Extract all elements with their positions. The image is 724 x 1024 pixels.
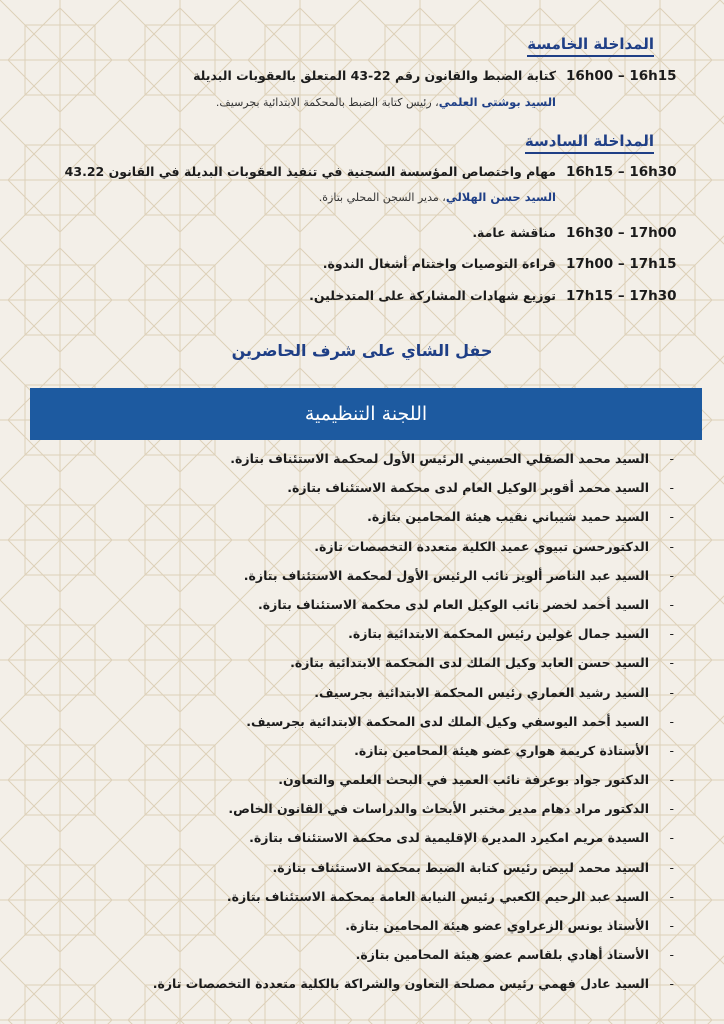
tea-party-note: حفل الشاي على شرف الحاضرين <box>231 341 493 360</box>
member-text: السيد محمد لبيض رئيس كتابة الضبط بمحكمة الاستئناف بتازة. <box>272 859 649 875</box>
bullet-dash: - <box>669 451 674 466</box>
committee-banner <box>30 388 702 440</box>
bullet-dash: - <box>669 626 674 642</box>
talk-6-title: مهام واختصاص المؤسسة السجنية في تنفيذ العقوبات البديلة في القانون 43.22 <box>64 164 556 179</box>
bullet-dash: - <box>669 742 674 758</box>
bullet-dash: - <box>669 830 674 846</box>
member-text: السيد محمد أقوبر الوكيل العام لدى محكمة الاستئناف بتازة. <box>287 480 649 496</box>
bullet-dash: - <box>669 596 674 612</box>
bullet-dash: - <box>669 713 674 729</box>
member-text: السيد أحمد اليوسفي وكيل الملك لدى المحكمة الابتدائية بجرسيف. <box>246 713 649 729</box>
bullet-dash: - <box>669 480 674 496</box>
member-text: السيد عادل فهمي رئيس مصلحة التعاون والشراكة بالكلية متعددة التخصصات تازة. <box>152 976 649 992</box>
talk-6-speaker-role: ، مدير السجن المحلي بتازة. <box>318 191 446 204</box>
talk-5-speaker <box>216 95 556 109</box>
member-text: الدكتور جواد بوعرفة نائب العميد في البحث العلمي والتعاون. <box>278 772 649 788</box>
list-item <box>153 648 674 677</box>
talk-6-speaker-name: السيد حسن الهلالي <box>445 190 556 204</box>
list-item <box>153 532 674 561</box>
list-item <box>153 707 674 736</box>
member-text: السيد حميد شيباني نقيب هيئة المحامين بتازة. <box>367 509 649 525</box>
list-item <box>153 823 674 852</box>
session-title: مناقشة عامة. <box>472 225 556 240</box>
bullet-dash: - <box>669 509 674 525</box>
list-item <box>153 969 674 998</box>
member-text: السيد عبد الرحيم الكعبي رئيس النيابة العامة بمحكمة الاستئناف بتازة. <box>226 888 649 904</box>
list-item <box>153 561 674 590</box>
list-item <box>153 473 674 502</box>
bullet-dash: - <box>669 801 674 817</box>
list-item <box>153 940 674 969</box>
bullet-dash: - <box>669 567 674 583</box>
list-item <box>153 882 674 911</box>
bullet-dash: - <box>669 918 674 933</box>
list-item <box>153 911 674 940</box>
session-time: 17h00 – 17h15 <box>566 256 677 272</box>
session-time: 17h15 – 17h30 <box>566 288 677 304</box>
session-title: قراءة التوصيات واختتام أشغال الندوة. <box>322 256 556 271</box>
list-item <box>153 794 674 823</box>
member-text: السيد جمال غولين رئيس المحكمة الابتدائية بتازة. <box>348 626 649 642</box>
talk-6-heading: المداخلة السادسة <box>525 131 654 154</box>
list-item <box>153 678 674 707</box>
member-text: الأستاذة كريمة هواري عضو هيئة المحامين بتازة. <box>354 742 649 758</box>
bullet-dash: - <box>669 976 674 992</box>
member-text: الأستاذ يونس الزعراوي عضو هيئة المحامين بتازة. <box>345 918 649 933</box>
talk-5-speaker-role: ، رئيس كتابة الضبط بالمحكمة الابتدائية بجرسيف. <box>215 96 439 109</box>
session-title: توزيع شهادات المشاركة على المتدخلين. <box>309 288 556 303</box>
bullet-dash: - <box>669 538 674 554</box>
committee-members-list <box>153 444 674 999</box>
member-text: السيد محمد الصقلي الحسيني الرئيس الأول لمحكمة الاستئناف بتازة. <box>230 451 649 466</box>
list-item <box>153 619 674 648</box>
member-text: السيد أحمد لخضر نائب الوكيل العام لدى محكمة الاستئناف بتازة. <box>258 596 649 612</box>
list-item <box>153 765 674 794</box>
list-item <box>153 853 674 882</box>
bullet-dash: - <box>669 859 674 875</box>
member-text: الدكتورحسن تبيوي عميد الكلية متعددة التخصصات تازة. <box>314 538 649 554</box>
bullet-dash: - <box>669 888 674 904</box>
member-text: السيدة مريم امكيرد المديرة الإقليمية لدى محكمة الاستئناف بتازة. <box>249 830 649 846</box>
talk-6-speaker <box>319 190 556 204</box>
committee-title: اللجنة التنظيمية <box>304 403 428 425</box>
talk-5-speaker-name: السيد بوشتى العلمي <box>438 95 556 109</box>
list-item <box>153 502 674 531</box>
list-item <box>153 444 674 473</box>
list-item <box>153 590 674 619</box>
bullet-dash: - <box>669 684 674 700</box>
talk-5-title: كتابة الضبط والقانون رقم 22-43 المتعلق بالعقوبات البديلة <box>193 68 556 83</box>
talk-5-heading: المداخلة الخامسة <box>527 34 654 57</box>
member-text: الدكتور مراد دهام مدير مختبر الأبحاث والدراسات في القانون الخاص. <box>228 801 649 817</box>
talk-6-time: 16h15 – 16h30 <box>566 164 677 180</box>
list-item <box>153 736 674 765</box>
bullet-dash: - <box>669 772 674 788</box>
session-time: 16h30 – 17h00 <box>566 225 677 241</box>
member-text: السيد عبد الناصر ألويز نائب الرئيس الأول لمحكمة الاستئناف بتازة. <box>243 567 649 583</box>
bullet-dash: - <box>669 655 674 671</box>
member-text: السيد رشيد العماري رئيس المحكمة الابتدائية بجرسيف. <box>314 684 649 700</box>
member-text: السيد حسن العابد وكيل الملك لدى المحكمة الابتدائية بتازة. <box>290 655 649 671</box>
talk-5-time: 16h00 – 16h15 <box>566 68 677 84</box>
member-text: الأستاذ أهادي بلقاسم عضو هيئة المحامين بتازة. <box>355 947 649 963</box>
bullet-dash: - <box>669 947 674 963</box>
